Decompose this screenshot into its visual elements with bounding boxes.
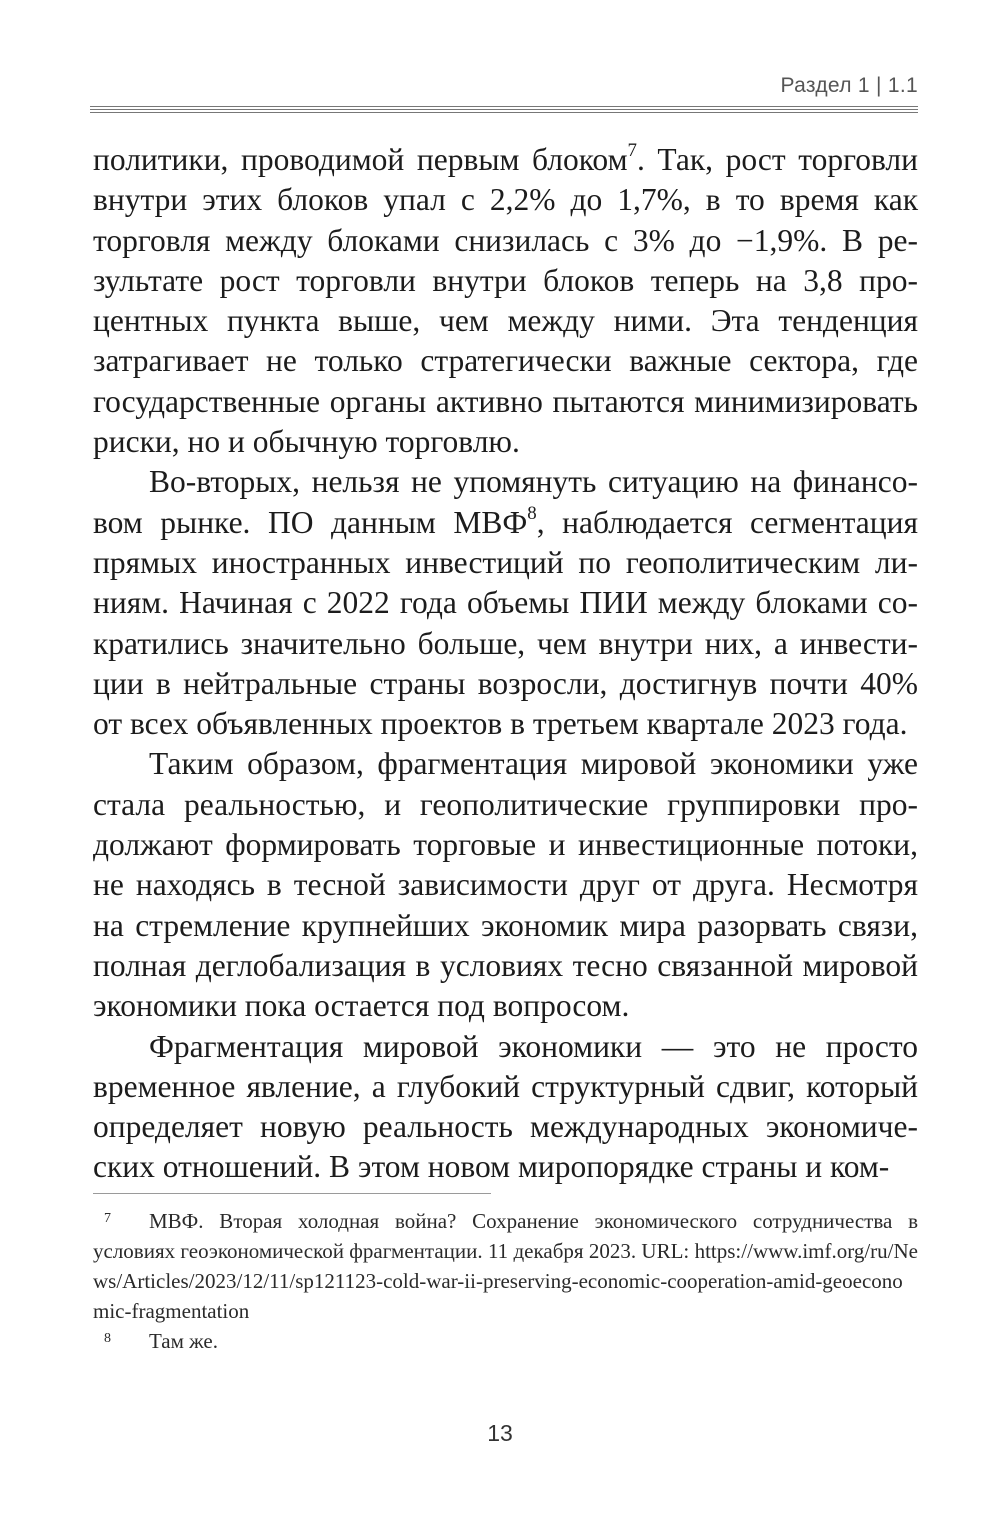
- footnote-url-link[interactable]: https://www.imf.org/ru/News/Articles/2023/12/11/sp121123-cold-war-ii-preserving-economic-cooperation-amid-geoeconomic-fragmentation: [93, 1239, 918, 1323]
- paragraph-continuation: [93, 140, 918, 462]
- footnote-reference[interactable]: 7: [627, 139, 637, 161]
- footnote-reference[interactable]: 8: [527, 502, 537, 524]
- page-number: 13: [487, 1420, 513, 1446]
- footnote-text: Там же.: [149, 1329, 218, 1353]
- footnotes: [93, 1206, 918, 1356]
- paragraph-text: Во-вторых, нельзя не упомянуть ситуацию на финансовом рынке. ПО данным МВФ: [93, 464, 918, 540]
- paragraph-text: политики, проводимой первым блоком: [93, 142, 628, 177]
- header-rule-line: [90, 112, 918, 113]
- paragraph: Фрагментация мировой экономики — это не просто временное явление, а глубокий структурный сдвиг, который определяет новую реальность международных экономических отношений. В этом новом миропорядке страны и ком-: [93, 1028, 918, 1185]
- main-text: [93, 140, 918, 1188]
- paragraph-text: . Так, рост торговли внутри этих блоков упал с 2,2% до 1,7%, в то время как торговля между блоками снизилась с 3% до −1,9%. В результате рост торговли внутри блоков теперь на 3,8 процентных пункта выше, чем между ними. Эта тенденция затрагивает не только стратегически важные сектора, где государственные органы активно пытаются минимизировать риски, но и обычную торговлю.: [93, 142, 918, 460]
- header-rule-line: [90, 106, 918, 107]
- header-rule-line: [90, 109, 918, 110]
- footnote-7: 7 МВФ. Вторая холодная война? Сохранение экономического сотрудничества в условиях геоэкономической фрагментации. 11 декабря 2023. URL: https://www.imf.org/ru/News/Articles/2023/12/11/sp121123-cold-war-ii-preserving-economic-cooperation-amid-geoeconomic-fragmentation: [93, 1209, 918, 1323]
- paragraph-text: , наблюдается сегментация прямых иностранных инвестиций по геополитическим линиям. Начиная с 2022 года объемы ПИИ между блоками сократились значительно больше, чем внутри них, а инвестиции в нейтральные страны возросли, достигнув почти 40% от всех объявленных проектов в третьем квартале 2023 года.: [93, 504, 918, 742]
- header-rule: [90, 106, 918, 113]
- footnote-8: 8 Там же.: [104, 1329, 218, 1353]
- paragraph: [93, 462, 918, 744]
- paragraph: Таким образом, фрагментация мировой экономики уже стала реальностью, и геополитические группировки продолжают формировать торговые и инвестиционные потоки, не находясь в тесной зависимости друг от друга. Несмотря на стремление крупнейших экономик мира разорвать связи, полная деглобализация в условиях тесно связанной мировой экономики пока остается под вопросом.: [93, 746, 918, 1024]
- footnote-text: МВФ. Вторая холодная война? Сохранение экономического сотрудничества в условиях геоэкономической фрагментации. 11 декабря 2023. URL:: [93, 1209, 918, 1263]
- running-head: Раздел 1 | 1.1: [780, 74, 918, 97]
- footnote-separator: [93, 1193, 491, 1194]
